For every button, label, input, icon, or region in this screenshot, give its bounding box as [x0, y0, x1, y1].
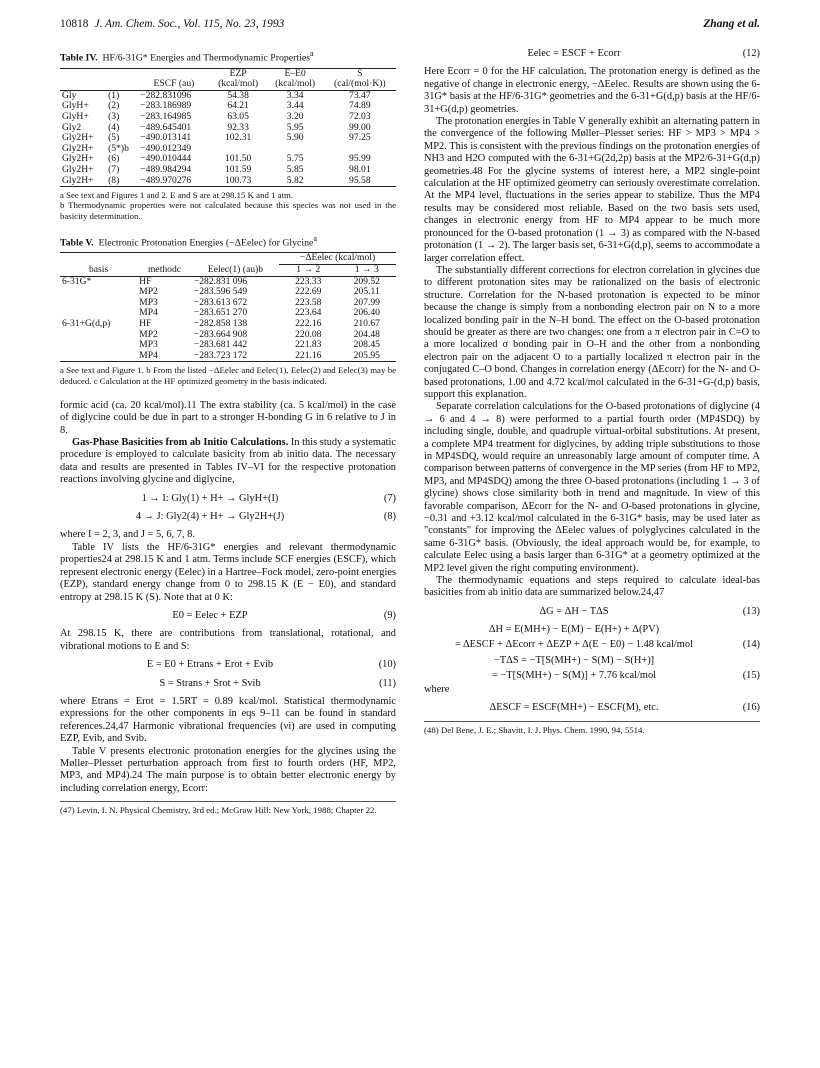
- equation-7: [60, 493, 396, 505]
- t4-cell: (4): [108, 121, 120, 133]
- t4-cell: −490.010444: [140, 153, 192, 165]
- left-paragraph-5: At 298.15 K, there are contributions from translational, rotational, and vibrational motions to E and S:: [60, 628, 396, 652]
- right-paragraph-1: Here Ecorr = 0 for the HF calculation. The protonation energy is defined as the negative of change in electronic energy, −ΔEelec. Results are shown using the 6-31G* basis at the HF/6-31G* geometries and the 6-31+G(d,p) basis at the HF/6-31+G(d,p) geometries.: [424, 66, 760, 115]
- table4-label: Table IV.: [60, 52, 98, 64]
- left-paragraph-7: Table V presents electronic protonation energies for the glycines using the Møller–Plesset perturbation approach from first to fourth orders (HF, MP2, MP3, and MP4).24 The main purpose is to obtain better electronic energy by including correlation energy, Ecorr:: [60, 745, 396, 794]
- t4-cell: 95.99: [349, 153, 371, 165]
- table5-caption-mark: a: [313, 233, 317, 243]
- t4-cell: (5*)b: [108, 142, 129, 154]
- table5-caption-text: Electronic Protonation Energies (−ΔEelec) for Glycine: [98, 237, 314, 249]
- equation-8: [60, 511, 396, 523]
- t5-cell: 206.40: [353, 307, 380, 319]
- t4-cell: (7): [108, 164, 120, 176]
- left-paragraph-2: [60, 437, 396, 487]
- t5-cell: −283.613 672: [193, 296, 248, 308]
- t5-cell: [60, 298, 137, 309]
- footnote-47: (47) Levin, I. N. Physical Chemistry, 3rd ed.; McGraw Hill: New York, 1988; Chapter 22.: [60, 801, 396, 815]
- left-paragraph-4: Table IV lists the HF/6-31G* energies and relevant thermodynamic properties24 at 298.15 K and 1 atm. Terms include SCF energies (ESCF), which represent electronic energy (Eelec) in a Hartree–Fock model, zero-point energies (EZP), standard energy change from 0 to 298.15 K (E − E0), and standard entropy at 298.15 K (S). Note that at 0 K:: [60, 541, 397, 603]
- t4-cell: 99.00: [349, 121, 371, 133]
- t5-cell: 204.48: [353, 328, 380, 340]
- t4-cell: 5.95: [286, 121, 304, 133]
- t4-cell: (1): [108, 89, 120, 101]
- equation-11: [60, 678, 396, 690]
- t4-cell: (5): [108, 132, 120, 144]
- left-paragraph-1: formic acid (ca. 20 kcal/mol).11 The extra stability (ca. 5 kcal/mol) in the case of diglycine could be due in part to a stronger H-bonding G in 6 relative to J in 8.: [60, 399, 396, 436]
- t5-cell: −283.664 908: [193, 328, 248, 340]
- t4-cell: 101.50: [224, 153, 252, 165]
- t5-cell: MP4: [139, 349, 158, 361]
- t5-cell: MP3: [139, 339, 158, 351]
- t4-cell: 95.58: [349, 174, 371, 186]
- right-column: [424, 48, 760, 735]
- t4-cell: 100.73: [224, 174, 252, 186]
- t4-cell: 102.31: [224, 132, 252, 144]
- t5-h-span: −ΔEelec (kcal/mol): [279, 253, 396, 265]
- t5-h-blank1: [60, 253, 137, 265]
- table5-note: a See text and Figure 1. b From the listed −ΔEelec and Eelec(1), Eelec(2) and Eelec(3) may be deduced. c Calculation at the HF optimized geometry in the basis indicated.: [60, 365, 396, 386]
- table-row: [60, 176, 396, 187]
- t4-cell: 3.34: [286, 89, 304, 101]
- t4-cell: 101.59: [224, 164, 252, 176]
- equation-12-number: (12): [742, 48, 760, 59]
- where-text: where: [424, 683, 450, 695]
- equation-16-body: ΔESCF = ESCF(MH+) − ESCF(M), etc.: [489, 702, 659, 714]
- t4-h-blank4: [60, 79, 106, 90]
- equation-14a-body: ΔH = E(MH+) − E(M) − E(H+) + Δ(PV): [488, 624, 660, 636]
- table5-body: [60, 276, 396, 362]
- equation-15a: [424, 655, 760, 667]
- t4-cell: −489.984294: [140, 164, 192, 176]
- equation-7-body: 1 → I: Gly(1) + H+ → GlyH+(I): [141, 492, 279, 504]
- t5-h-12: 1 → 2: [296, 264, 321, 276]
- t4-cell: (6): [108, 153, 120, 165]
- t4-h-escf: ESCF (au): [153, 78, 195, 90]
- t5-h-basis: basis: [88, 264, 109, 276]
- t4-cell: (8): [108, 174, 120, 186]
- t5-h-blank2: [137, 253, 192, 265]
- t4-cell: Gly2H+: [62, 174, 94, 186]
- t5-h-method: methodc: [147, 264, 182, 276]
- t4-cell: 54.38: [227, 89, 249, 101]
- t4-cell: −490.013141: [140, 132, 192, 144]
- t4-cell: −283.186989: [140, 100, 192, 112]
- equation-15-number: (15): [742, 669, 760, 681]
- left-paragraph-2-text: In this study a systematic procedure is employed to calculate basicity from ab initio data. The necessary data and results are presented in Tables IV–VI for the respective protonation reactions involving glycine and diglycine,: [60, 437, 396, 486]
- header-author: Zhang et al.: [703, 18, 760, 30]
- table4: [60, 68, 396, 188]
- equation-8-body: 4 → J: Gly2(4) + H+ → Gly2H+(J): [135, 511, 285, 523]
- t4-cell: Gly2H+: [62, 142, 94, 154]
- t5-cell: −282.831 096: [193, 275, 248, 287]
- t5-cell: 6-31+G(d,p): [62, 318, 111, 330]
- t4-cell: GlyH+: [62, 111, 89, 123]
- t4-cell: 64.21: [227, 100, 249, 112]
- t5-cell: 220.08: [295, 328, 322, 340]
- equation-11-body: S = Strans + Srot + Svib: [159, 677, 261, 689]
- equation-9-body: E0 = Eelec + EZP: [172, 609, 248, 621]
- equation-16: [424, 702, 760, 714]
- t5-cell: −283.723 172: [193, 349, 248, 361]
- t4-cell: −283.164985: [140, 111, 192, 123]
- table4-caption-mark: a: [310, 49, 314, 58]
- table4-note-b: b Thermodynamic properties were not calculated because this species was not used in the basicity determination.: [60, 200, 396, 221]
- t4-h-unit2: (kcal/mol): [275, 78, 316, 90]
- t4-cell: 92.33: [227, 121, 249, 133]
- page-number: 10818: [60, 18, 89, 30]
- t4-cell: −282.831096: [140, 89, 192, 101]
- t5-cell: 210.67: [353, 318, 380, 330]
- left-paragraph-3: where I = 2, 3, and J = 5, 6, 7, 8.: [60, 529, 195, 541]
- t4-h-unit1: (kcal/mol): [218, 78, 259, 90]
- right-paragraph-3: The substantially different corrections for electron correlation in glycines due to different protonation sites may be rationalized on the basis of electronic structure. Correlation for the N-based protonation is expected to be minor because the change is simply from a nonbonding electron pair on N to a more localized bonding pair in the N–H bond. The effect on the O-based protonation should be greater as there are two changes: one from a π electron pair in C=O to a more localized σ bonding pair in O–H and the other from a nonbonding electron pair on the adjacent O to a partially localized π electron pair in the conjugated C–O bond. Changes in correlation energy (ΔEcorr) for the N- and O-based protonations, 1.00 and 4.72 kcal/mol calculated in the 6-31+G-(d,p) basis, support this explanation.: [424, 264, 760, 400]
- t4-h-unit3: (cal/(mol·K)): [334, 78, 386, 90]
- t5-cell: 223.58: [295, 296, 322, 308]
- t5-h-eelec: Eelec(1) (au)b: [207, 264, 263, 276]
- t4-cell: Gly2H+: [62, 132, 94, 144]
- equation-13-number: (13): [742, 605, 760, 617]
- t4-cell: 98.01: [349, 164, 371, 176]
- t5-cell: 205.95: [353, 349, 380, 361]
- t4-cell: 63.05: [227, 111, 249, 123]
- equation-9: [60, 610, 396, 622]
- equation-14b-body: = ΔESCF + ΔEcorr + ΔEZP + Δ(E − E0) − 1.48 kcal/mol: [455, 638, 693, 650]
- t5-cell: 209.52: [353, 275, 380, 287]
- equation-14-number: (14): [742, 638, 760, 650]
- equation-11-number: (11): [379, 677, 396, 689]
- t4-cell: 97.25: [349, 132, 371, 144]
- right-paragraph-4: Separate correlation calculations for the O-based protonations of diglycine (4 → 6 and 4 → 8) were performed to a partial fourth order (MP4SDQ) by including single, double, and quadruple virtual-orbital substitutions. At present, a complete MP4 treatment for diglycines, by adding triple substitutions to those in MP4SDQ, would require an unreasonably large amount of computer time. A comparison between patterns of convergence in the MP series (from HF to MP2, MP3, and MP4SDQ) among the three O-based protonations (including 1 → 3 of glycine) shows close similarity both in trend and magnitude. In view of this favorable comparison, ΔEcorr for the N- and O-based protonations in glycine, −0.31 and +3.12 kcal/mol calculated in the 6-31G* basis, may be used later as "constants" for improving the ΔEelec values of polyglycines calculated in the same 6-31G* basis. (Obviously, the ideal approach would be, for example, to calculate Eelec using a basis larger than 6-31G* at a geometry optimized at the MP2 level given the right computing environment).: [424, 401, 760, 574]
- t5-cell: MP2: [139, 286, 158, 298]
- t5-cell: −283.596 549: [193, 286, 248, 298]
- t4-cell: −489.970276: [140, 174, 192, 186]
- t5-cell: MP2: [139, 328, 158, 340]
- t5-h-blank3: [192, 253, 279, 265]
- t4-cell: −489.645401: [140, 121, 192, 133]
- equation-13: [424, 606, 760, 618]
- t5-cell: 223.33: [295, 275, 322, 287]
- t4-cell: −490.012349: [140, 142, 192, 154]
- table4-notes: [60, 190, 396, 221]
- t4-h-ee0: E–E0: [284, 67, 306, 79]
- equation-7-number: (7): [383, 492, 396, 504]
- t5-cell: 6-31G*: [62, 275, 92, 287]
- t4-cell: (3): [108, 111, 120, 123]
- table4-caption: [60, 48, 396, 65]
- section-heading: Gas-Phase Basicities from ab Initio Calculations.: [72, 437, 289, 449]
- t4-h-s: S: [357, 67, 363, 79]
- t4-cell: 73.47: [349, 89, 371, 101]
- t4-h-ezp: EZP: [229, 67, 247, 79]
- footnote-48: (48) Del Bene, J. E.; Shavitt, I. J. Phys. Chem. 1990, 94, 5514.: [424, 721, 760, 735]
- equation-10-body: E = E0 + Etrans + Erot + Evib: [146, 659, 274, 671]
- t4-cell: 72.03: [349, 111, 371, 123]
- t4-cell: Gly2: [62, 121, 82, 133]
- equation-15b-body: = −T[S(MH+) − S(M)] + 7.76 kcal/mol: [491, 669, 657, 681]
- t4-h-blank2: [106, 68, 138, 79]
- table5-caption: [60, 233, 396, 250]
- left-column: [60, 48, 396, 815]
- t5-cell: −282.858 138: [193, 318, 248, 330]
- t5-h-13: 1 → 3: [354, 264, 379, 276]
- t4-cell: 5.82: [286, 174, 304, 186]
- t4-cell: 3.20: [286, 111, 304, 123]
- t5-cell: 222.16: [295, 318, 322, 330]
- running-header: [60, 18, 760, 34]
- t4-cell: 5.75: [286, 153, 304, 165]
- t4-h-blank1: [60, 68, 106, 79]
- equation-14b: [424, 639, 760, 651]
- t4-cell: Gly: [62, 89, 77, 101]
- table4-body: [60, 90, 396, 186]
- header-left: [60, 18, 284, 30]
- t5-cell: 205.11: [353, 286, 380, 298]
- equation-8-number: (8): [383, 511, 396, 523]
- equation-12: [424, 48, 760, 60]
- t5-cell: [60, 340, 137, 351]
- t5-cell: 221.16: [295, 349, 322, 361]
- table5-label: Table V.: [60, 237, 94, 249]
- t4-cell: (2): [108, 100, 120, 112]
- equation-10: [60, 659, 396, 671]
- equation-12-body: Eelec = ESCF + Ecorr: [527, 48, 621, 59]
- t5-cell: −283.651 270: [193, 307, 248, 319]
- t5-cell: [60, 330, 137, 341]
- table5: [60, 252, 396, 362]
- equation-13-body: ΔG = ΔH − TΔS: [539, 605, 609, 617]
- t5-cell: [60, 351, 137, 362]
- right-paragraph-2: The protonation energies in Table V generally exhibit an alternating pattern in the convergence of the following Møller–Plesset series: HF > MP3 > MP4 > MP2. This is consistent with the previous findings on the protonation energies of NH3 and H2O computed with the 6-31+G(2d,2p) basis at the MP2/6-31+G(d,p) geometries.48 For the glycine systems of interest here, a MP2 single-point calculation at the HF optimized geometry can seriously overestimate correlation. At the MP4 level, fluctuations in the series appear to stabilize. Thus the MP4 results may be considered most reliable. Based on the two basis sets used, changes in electronic energy from HF to MP4 appear to be much more pronounced for the O-based protonation (1 → 3) as compared with the N-based protonation (1 → 2). The larger basis set, 6-31+G(d,p), seems to accommodate a larger correlation effect.: [424, 116, 760, 264]
- table-row: [60, 351, 396, 362]
- t5-cell: 223.64: [295, 307, 322, 319]
- t5-cell: 221.83: [295, 339, 322, 351]
- t5-cell: −283.681 442: [193, 339, 248, 351]
- table4-note-a: a See text and Figures 1 and 2. E and S are at 298.15 K and 1 atm.: [60, 190, 294, 201]
- t4-cell: Gly2H+: [62, 164, 94, 176]
- journal-citation: J. Am. Chem. Soc., Vol. 115, No. 23, 1993: [94, 18, 285, 30]
- t4-cell: 5.90: [286, 132, 304, 144]
- t5-cell: MP4: [139, 307, 158, 319]
- equation-9-number: (9): [383, 609, 396, 621]
- equation-15a-body: −TΔS = −T[S(MH+) − S(M) − S(H+)]: [493, 655, 655, 667]
- t5-cell: HF: [139, 275, 152, 287]
- table4-caption-text: HF/6-31G* Energies and Thermodynamic Properties: [102, 52, 310, 64]
- t5-cell: MP3: [139, 296, 158, 308]
- left-paragraph-6: where Etrans = Erot = 1.5RT = 0.89 kcal/mol. Statistical thermodynamic expressions for the other components in eqs 9–11 can be found in standard references.24,47 Harmonic vibrational frequencies (νi) are used in computing EZP, Evib, and Svib.: [60, 695, 396, 745]
- t4-cell: Gly2H+: [62, 153, 94, 165]
- equation-14a: [424, 624, 760, 636]
- t4-cell: 74.89: [349, 100, 371, 112]
- t4-cell: GlyH+: [62, 100, 89, 112]
- right-paragraph-5: The thermodynamic equations and steps required to calculate ideal-bas basicities from ab initio data are summarized below.24,47: [424, 575, 760, 599]
- equation-15b: [424, 670, 760, 682]
- t5-cell: 222.69: [295, 286, 322, 298]
- equation-16-number: (16): [742, 702, 760, 714]
- t4-cell: 5.85: [286, 164, 304, 176]
- t4-h-blank5: [106, 79, 138, 90]
- t5-cell: 207.99: [353, 296, 380, 308]
- equation-10-number: (10): [378, 659, 396, 671]
- t5-cell: [60, 287, 137, 298]
- t4-cell: 3.44: [286, 100, 304, 112]
- t5-cell: 208.45: [353, 339, 380, 351]
- t5-cell: HF: [139, 318, 152, 330]
